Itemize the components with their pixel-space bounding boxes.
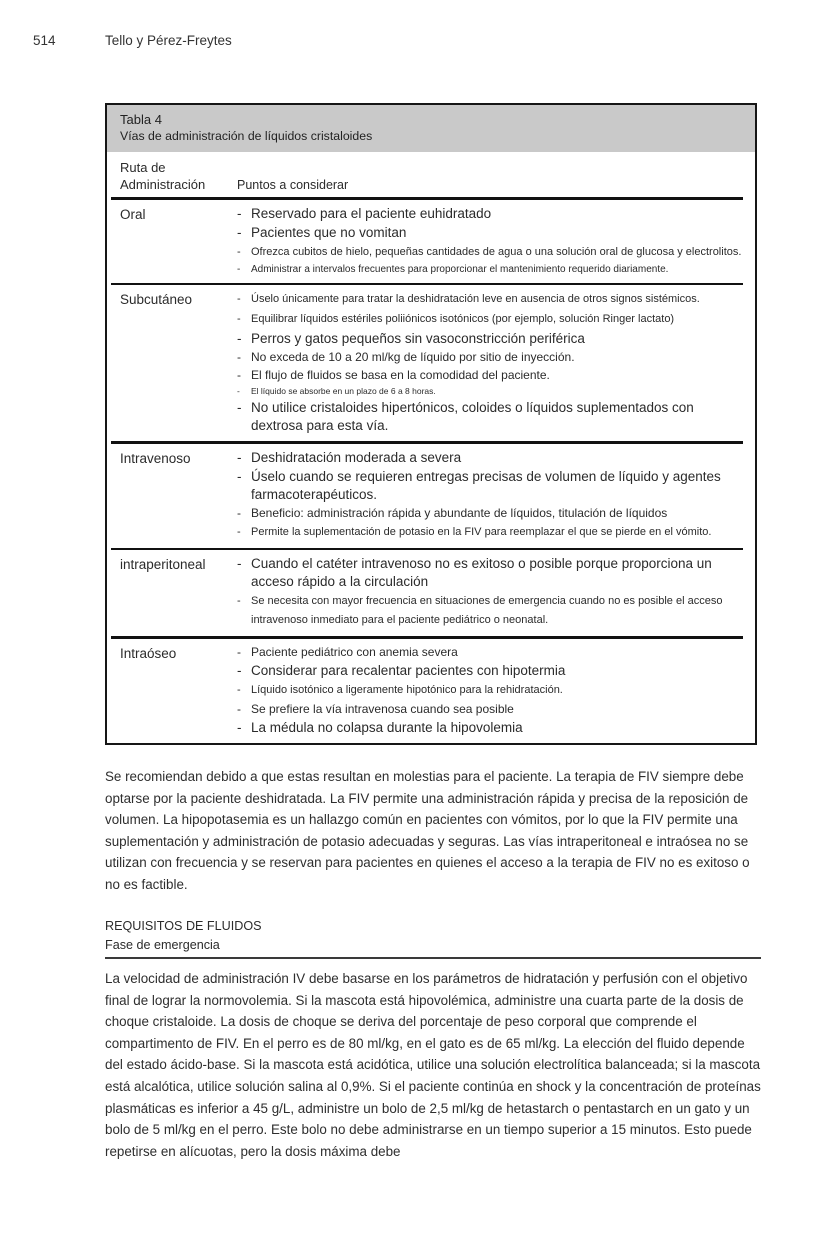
- table-row-oral: [107, 200, 755, 283]
- points-cell-intraperitoneal: [237, 555, 755, 631]
- section-rule: [105, 957, 761, 959]
- points-cell-subcutaneo: [237, 290, 755, 436]
- bullet-dash: [237, 385, 251, 397]
- bullet-dash: [237, 349, 251, 366]
- bullet-dash: [237, 719, 251, 737]
- bullet-dash: [237, 263, 251, 277]
- bullet-dash: [237, 681, 251, 700]
- bullet-dash: [237, 523, 251, 542]
- table-point: - Líquido isotónico a ligeramente hipotónico para la rehidratación.: [237, 681, 743, 700]
- route-label-intraoseo: Intraóseo: [120, 645, 177, 661]
- route-label-oral: Oral: [120, 206, 146, 222]
- points-cell-oral: [237, 205, 755, 278]
- table-point: - El flujo de fluidos se basa en la comodidad del paciente.: [237, 367, 743, 384]
- bullet-dash: [237, 224, 251, 242]
- table-row-intraoseo: [107, 639, 755, 743]
- page-header: [33, 33, 232, 48]
- route-label-intraperitoneal: intraperitoneal: [120, 557, 206, 572]
- table-column-headers: [107, 152, 755, 197]
- route-label-subcutaneo: Subcutáneo: [120, 292, 193, 307]
- table-point: - Perros y gatos pequeños sin vasoconstricción periférica: [237, 330, 743, 348]
- table-point: - Equilibrar líquidos estériles poliiónicos isotónicos (por ejemplo, solución Ringer lactato): [237, 310, 743, 329]
- bullet-dash: [237, 290, 251, 309]
- column-header-points: Puntos a considerar: [237, 178, 349, 192]
- section-subheading: Fase de emergencia: [105, 938, 220, 952]
- table-point: - Permite la suplementación de potasio en la FIV para reemplazar el que se pierde en el vómito.: [237, 523, 743, 542]
- route-label-intravenoso: Intravenoso: [120, 450, 191, 466]
- bullet-dash: [237, 555, 251, 591]
- paragraph-fiv-recommendation: Se recomiendan debido a que estas resultan en molestias para el paciente. La terapia de FIV siempre debe optarse por la paciente deshidratada. La FIV permite una administración rápida y precisa de la reposición de volumen. La hipopotasemia es un hallazgo común en pacientes con vómitos, por lo que la FIV permite una suplementación y administración de potasio adecuadas y seguras. Las vías intraperitoneal e intraósea no se utilizan con frecuencia y se reservan para pacientes en quienes el acceso a la terapia de FIV no es exitoso o no es factible.: [105, 769, 750, 892]
- table-row-intraperitoneal: [107, 550, 755, 636]
- table-point: - Administrar a intervalos frecuentes para proporcionar el mantenimiento requerido diariamente.: [237, 263, 743, 277]
- bullet-dash: [237, 701, 251, 718]
- bullet-dash: [237, 662, 251, 680]
- bullet-dash: [237, 468, 251, 504]
- table-caption: [107, 105, 755, 152]
- column-header-route-line2: Administración: [120, 177, 206, 192]
- bullet-dash: [237, 310, 251, 329]
- crystalloid-routes-table: [105, 103, 757, 745]
- table-row-intravenoso: [107, 444, 755, 548]
- table-point: - No exceda de 10 a 20 ml/kg de líquido por sitio de inyección.: [237, 349, 743, 366]
- table-point: - El líquido se absorbe en un plazo de 6 a 8 horas.: [237, 385, 743, 397]
- column-header-route: [120, 159, 237, 193]
- running-head: Tello y Pérez-Freytes: [105, 33, 232, 48]
- table-point: - Cuando el catéter intravenoso no es exitoso o posible porque proporciona un acceso rápido a la circulación: [237, 555, 743, 591]
- table-point: - Beneficio: administración rápida y abundante de líquidos, titulación de líquidos: [237, 505, 743, 522]
- bullet-dash: [237, 449, 251, 467]
- paragraph-emergency-phase: La velocidad de administración IV debe basarse en los parámetros de hidratación y perfusión con el objetivo final de lograr la normovolemia. Si la mascota está hipovolémica, administre una cuarta parte de la dosis de choque cristaloide. La dosis de choque se deriva del porcentaje de peso corporal que comprende el compartimento de FIV. En el perro es de 80 ml/kg, en el gato es de 65 ml/kg. La elección del fluido depende del estado ácido-base. Si la mascota está acidótica, utilice una solución electrolítica balanceada; si la mascota está alcalótica, utilice solución salina al 0,9%. Si el paciente continúa en shock y la concentración de proteínas plasmáticas es inferior a 45 g/L, administre un bolo de 2,5 ml/kg de hetastarch o pentastarch en un gato y un bolo de 5 ml/kg en el perro. Este bolo no debe administrarse en un tiempo superior a 15 minutos. Esto puede repetirse en alícuotas, pero la dosis máxima debe: [105, 971, 761, 1159]
- table-point: - Reservado para el paciente euhidratado: [237, 205, 743, 223]
- table-title: Tabla 4: [120, 112, 162, 127]
- table-point: - Deshidratación moderada a severa: [237, 449, 743, 467]
- bullet-dash: [237, 330, 251, 348]
- table-point: - Ofrezca cubitos de hielo, pequeñas cantidades de agua o una solución oral de glucosa y electrolitos.: [237, 243, 743, 262]
- bullet-dash: [237, 243, 251, 262]
- table-point: - Se necesita con mayor frecuencia en situaciones de emergencia cuando no es posible el acceso intravenoso inmediato para el paciente pediátrico o neonatal.: [237, 592, 743, 630]
- points-cell-intraoseo: [237, 644, 755, 738]
- bullet-dash: [237, 205, 251, 223]
- table-row-subcutaneo: [107, 285, 755, 441]
- column-header-route-line1: Ruta de: [120, 160, 166, 175]
- points-cell-intravenoso: [237, 449, 755, 543]
- table-point: - Considerar para recalentar pacientes con hipotermia: [237, 662, 743, 680]
- bullet-dash: [237, 644, 251, 661]
- table-subtitle: Vías de administración de líquidos cristaloides: [120, 129, 373, 143]
- bullet-dash: [237, 399, 251, 435]
- table-point: - No utilice cristaloides hipertónicos, coloides o líquidos suplementados con dextrosa para esta vía.: [237, 399, 743, 435]
- section-heading-block: [105, 917, 761, 955]
- table-point: - Pacientes que no vomitan: [237, 224, 743, 242]
- table-point: - La médula no colapsa durante la hipovolemia: [237, 719, 743, 737]
- table-point: - Paciente pediátrico con anemia severa: [237, 644, 743, 661]
- table-point: - Se prefiere la vía intravenosa cuando sea posible: [237, 701, 743, 718]
- bullet-dash: [237, 592, 251, 630]
- table-point: - Úselo cuando se requieren entregas precisas de volumen de líquido y agentes farmacoterapéuticos.: [237, 468, 743, 504]
- table-point: - Úselo únicamente para tratar la deshidratación leve en ausencia de otros signos sistémicos.: [237, 290, 743, 309]
- bullet-dash: [237, 367, 251, 384]
- section-heading: REQUISITOS DE FLUIDOS: [105, 919, 262, 933]
- page-number: 514: [33, 33, 56, 48]
- bullet-dash: [237, 505, 251, 522]
